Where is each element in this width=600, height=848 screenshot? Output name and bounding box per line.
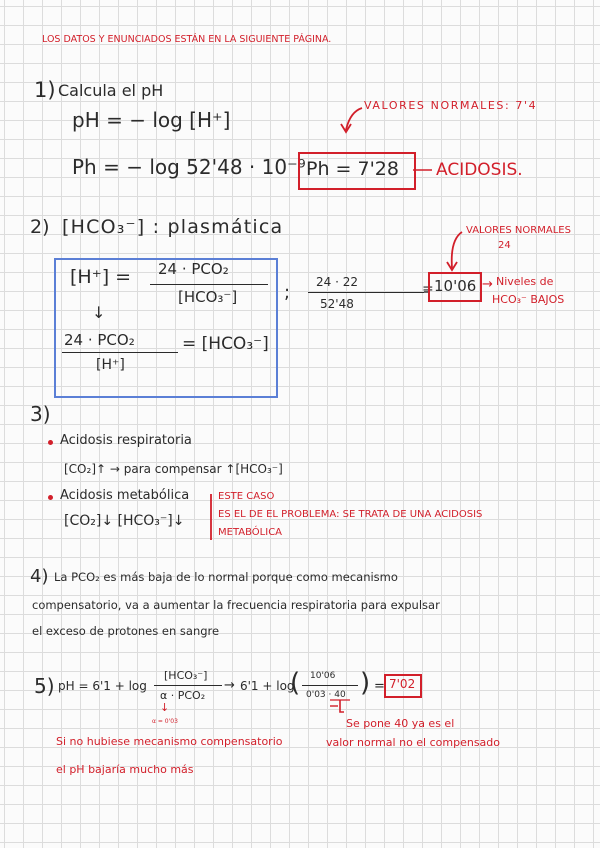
header-note: LOS DATOS Y ENUNCIADOS ESTÁN EN LA SIGUIENTE PÁGINA. xyxy=(42,34,332,45)
q2-normal-values-1: VALORES NORMALES xyxy=(466,225,571,236)
formula-den: [HCO₃⁻] xyxy=(178,288,238,306)
q5-eq-sign: = xyxy=(374,679,385,694)
formula-rearranged-num: 24 · PCO₂ xyxy=(64,331,135,349)
q5-note2-line1: Se pone 40 ya es el xyxy=(346,717,455,730)
down-arrow: ↓ xyxy=(92,303,106,322)
q5-result: 7'02 xyxy=(389,677,416,691)
q5-arrow-expr: 6'1 + log xyxy=(240,679,295,693)
q3-item2-title: Acidosis metabólica xyxy=(60,488,190,503)
alpha-arrow: ↓ xyxy=(160,701,170,714)
q5-frac2-den: 0'03 · 40 xyxy=(306,690,346,700)
q2-arrow: → xyxy=(482,277,493,292)
q3-note-3: METABÓLICA xyxy=(218,527,283,538)
q2-normal-values-2: 24 xyxy=(498,240,511,251)
q2-number: 2) xyxy=(30,216,50,238)
q3-item2-detail: [CO₂]↓ [HCO₃⁻]↓ xyxy=(64,513,185,529)
q1-eq2: Ph = − log 52'48 · 10⁻⁹ xyxy=(72,155,306,179)
q5-note2-line2: valor normal no el compensado xyxy=(326,736,501,749)
formula-rearranged-rhs: = [HCO₃⁻] xyxy=(182,334,269,354)
q4-line-2: compensatorio, va a aumentar la frecuencia respiratoria para expulsar xyxy=(32,598,440,612)
formula-num: 24 · PCO₂ xyxy=(158,260,229,278)
q5-frac-num: [HCO₃⁻] xyxy=(164,669,208,682)
q1-title: Calcula el pH xyxy=(58,81,164,100)
q1-diagnosis: ACIDOSIS. xyxy=(436,160,523,180)
q3-item1-title: Acidosis respiratoria xyxy=(60,433,192,448)
q5-paren-close: ) xyxy=(360,668,371,698)
calc-num: 24 · 22 xyxy=(316,275,358,289)
q5-arrow: → xyxy=(224,678,235,693)
q1-result: Ph = 7'28 xyxy=(306,158,399,180)
q5-eq-prefix: pH = 6'1 + log xyxy=(58,679,147,693)
q1-eq1: pH = − log [H⁺] xyxy=(72,108,231,132)
q1-normal-values: VALORES NORMALES: 7'4 xyxy=(364,99,538,112)
q5-number: 5) xyxy=(34,674,55,698)
q3-note-2: ES EL DE EL PROBLEMA: SE TRATA DE UNA ACIDOSIS xyxy=(218,509,483,520)
q2-note-1: Niveles de xyxy=(496,275,554,288)
q2-result: 10'06 xyxy=(434,277,477,295)
q5-paren-open: ( xyxy=(290,668,301,698)
q5-note1-line1: Si no hubiese mecanismo compensatorio xyxy=(56,735,283,748)
q2-note-2: HCO₃⁻ BAJOS xyxy=(492,293,565,306)
q4-line-3: el exceso de protones en sangre xyxy=(32,624,220,638)
q5-note1-line2: el pH bajaría mucho más xyxy=(56,763,194,776)
q5-frac-den: α · PCO₂ xyxy=(160,689,206,702)
formula-rearranged-den: [H⁺] xyxy=(96,357,125,373)
formula-lhs: [H⁺] = xyxy=(70,266,132,288)
q3-note-1: ESTE CASO xyxy=(218,491,275,502)
q1-number: 1) xyxy=(34,78,56,102)
calc-separator: ; xyxy=(284,282,291,303)
q2-title: [HCO₃⁻] : plasmática xyxy=(62,216,284,238)
calc-den: 52'48 xyxy=(320,297,354,311)
q3-item1-detail: [CO₂]↑ → para compensar ↑[HCO₃⁻] xyxy=(64,462,283,476)
alpha-note: α = 0'03 xyxy=(152,718,178,725)
calc-equals: = xyxy=(422,281,434,297)
q4-line-1: La PCO₂ es más baja de lo normal porque como mecanismo xyxy=(54,570,398,584)
q3-number: 3) xyxy=(30,402,51,426)
q5-frac2-num: 10'06 xyxy=(310,671,336,681)
q4-number: 4) xyxy=(30,566,49,587)
